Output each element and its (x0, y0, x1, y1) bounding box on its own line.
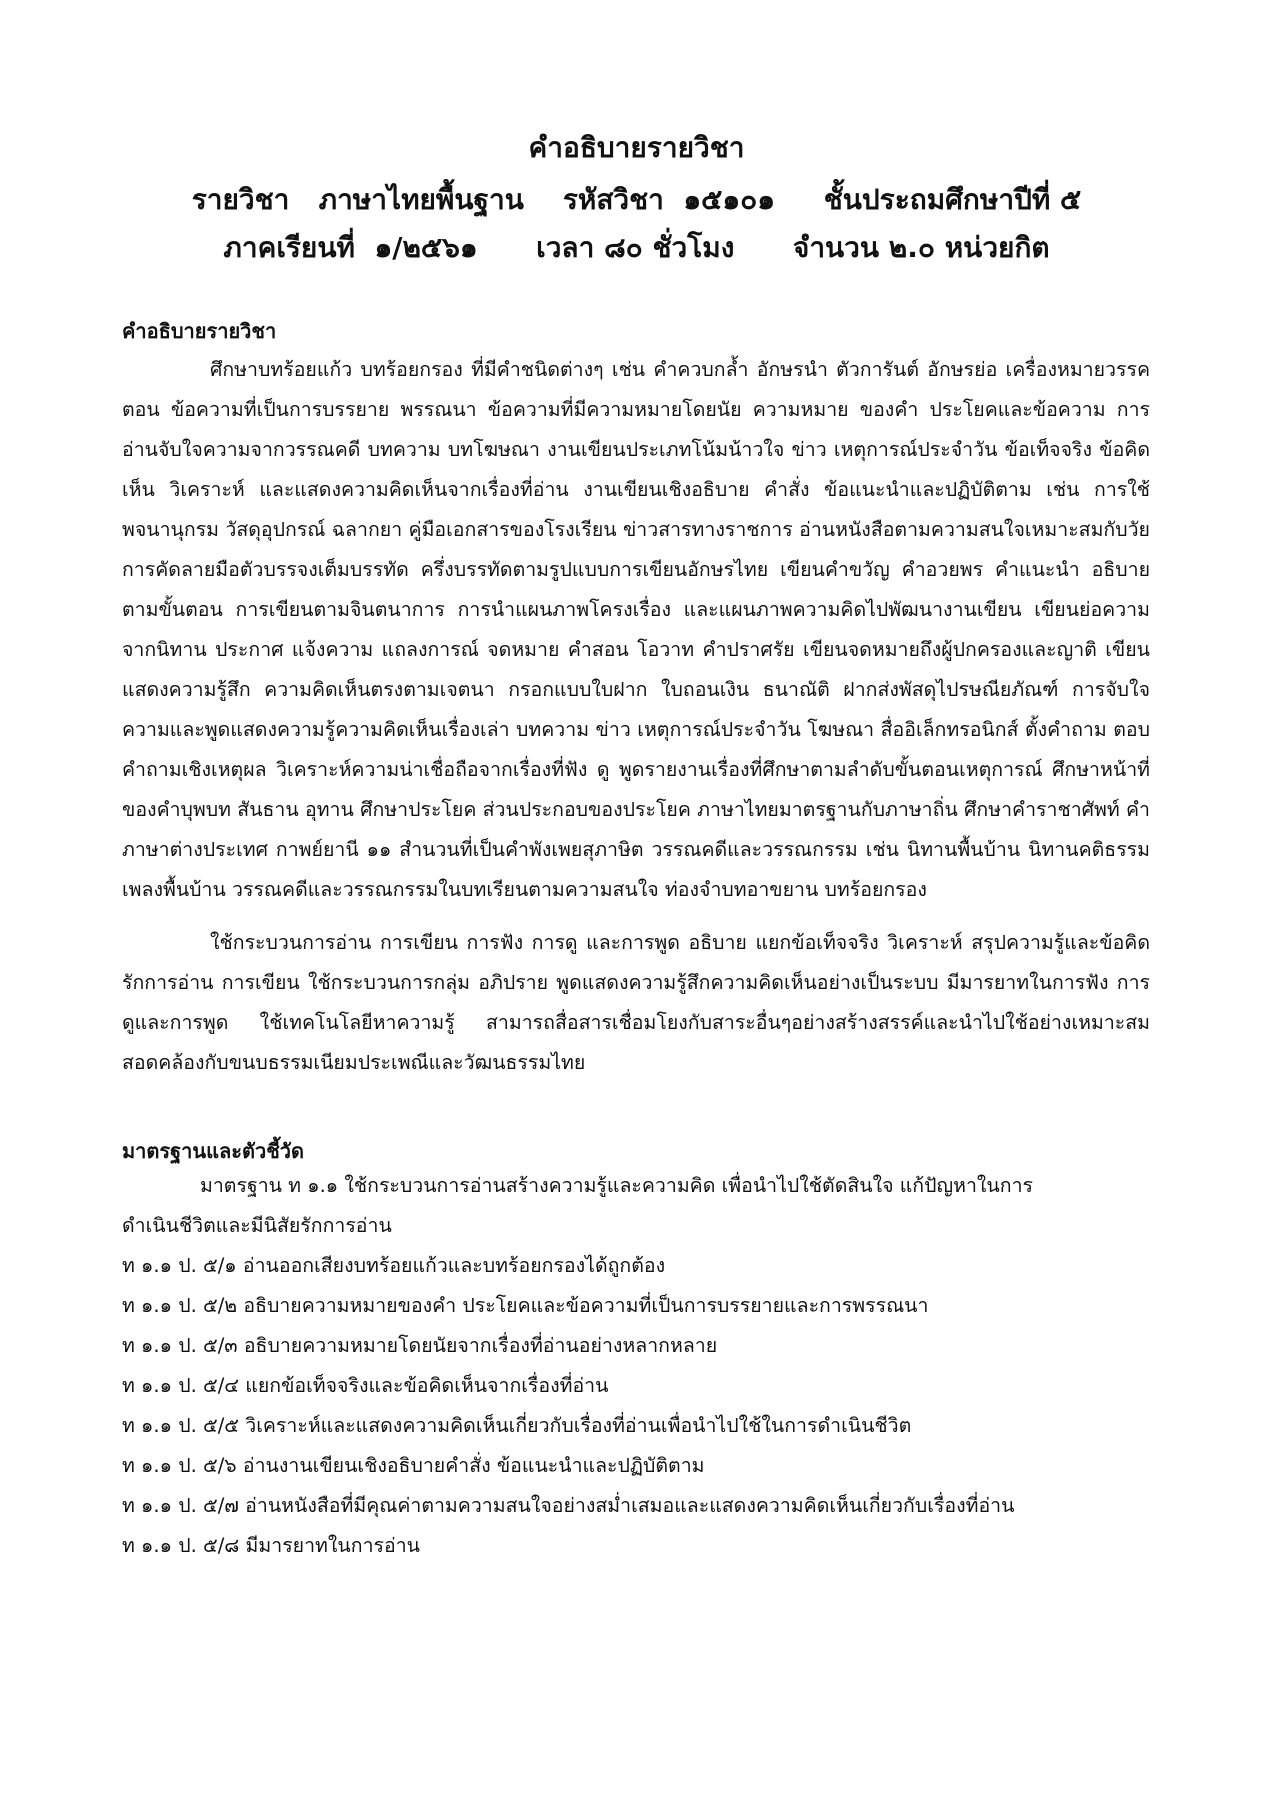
indicator-item: ท ๑.๑ ป. ๕/๑ อ่านออกเสียงบทร้อยแก้วและบทร้อยกรองได้ถูกต้อง (122, 1254, 666, 1277)
page-title (0, 128, 1273, 168)
description-heading: คำอธิบายรายวิชา (122, 319, 277, 343)
title-text: คำอธิบายรายวิชา (528, 131, 745, 164)
semester-value: ๑/๒๕๖๑ (374, 231, 478, 264)
indicator-item: ท ๑.๑ ป. ๕/๒ อธิบายความหมายของคำ ประโยคและข้อความที่เป็นการบรรยายและการพรรณนา (122, 1294, 929, 1317)
indicator-item: ท ๑.๑ ป. ๕/๔ แยกข้อเท็จจริงและข้อคิดเห็นจากเรื่องที่อ่าน (122, 1374, 609, 1397)
code-label: รหัสวิชา (562, 183, 664, 216)
subject-name: ภาษาไทยพื้นฐาน (318, 183, 524, 216)
indicator-item: ท ๑.๑ ป. ๕/๕ วิเคราะห์และแสดงความคิดเห็นเกี่ยวกับเรื่องที่อ่านเพื่อนำไปใช้ในการดำเนินชีวิต (122, 1414, 912, 1437)
semester-label: ภาคเรียนที่ (223, 231, 355, 264)
standards-heading: มาตรฐานและตัวชี้วัด (122, 1139, 304, 1163)
standard-line-1: มาตรฐาน ท ๑.๑ ใช้กระบวนการอ่านสร้างความรู้และความคิด เพื่อนำไปใช้ตัดสินใจ แก้ปัญหาในการ (200, 1174, 1033, 1197)
subject-label: รายวิชา (191, 183, 290, 216)
grade-level: ชั้นประถมศึกษาปีที่ ๕ (823, 183, 1082, 216)
indicator-item: ท ๑.๑ ป. ๕/๖ อ่านงานเขียนเชิงอธิบายคำสั่ง ข้อแนะนำและปฏิบัติตาม (122, 1454, 705, 1477)
credits-value: จำนวน ๒.๐ หน่วยกิต (792, 231, 1050, 264)
description-paragraph-1: ศึกษาบทร้อยแก้ว บทร้อยกรอง ที่มีคำชนิดต่างๆ เช่น คำควบกล้ำ อักษรนำ ตัวการันต์ อักษรย่อ เครื่องหมายวรรคตอน ข้อความที่เป็นการบรรยาย พรรณนา ข้อความที่มีความหมายโดยนัย ความหมาย ของคำ ประโยคและข้อความ การอ่านจับใจความจากวรรณคดี บทความ บทโฆษณา งานเขียนประเภทโน้มน้าวใจ ข่าว เหตุการณ์ประจำวัน ข้อเท็จจริง ข้อคิดเห็น วิเคราะห์ และแสดงความคิดเห็นจากเรื่องที่อ่าน งานเขียนเชิงอธิบาย คำสั่ง ข้อแนะนำและปฏิบัติตาม เช่น การใช้พจนานุกรม วัสดุอุปกรณ์ ฉลากยา คู่มือเอกสารของโรงเรียน ข่าวสารทางราชการ อ่านหนังสือตามความสนใจเหมาะสมกับวัย การคัดลายมือตัวบรรจงเต็มบรรทัด ครึ่งบรรทัดตามรูปแบบการเขียนอักษรไทย เขียนคำขวัญ คำอวยพร คำแนะนำ อธิบายตามขั้นตอน การเขียนตามจินตนาการ การนำแผนภาพโครงเรื่อง และแผนภาพความคิดไปพัฒนางานเขียน เขียนย่อความจากนิทาน ประกาศ แจ้งความ แถลงการณ์ จดหมาย คำสอน โอวาท คำปราศรัย เขียนจดหมายถึงผู้ปกครองและญาติ เขียนแสดงความรู้สึก ความคิดเห็นตรงตามเจตนา กรอกแบบใบฝาก ใบถอนเงิน ธนาณัติ ฝากส่งพัสดุไปรษณียภัณฑ์ การจับใจความและพูดแสดงความรู้ความคิดเห็นเรื่องเล่า บทความ ข่าว เหตุการณ์ประจำวัน โฆษณา สื่ออิเล็กทรอนิกส์ ตั้งคำถาม ตอบคำถามเชิงเหตุผล วิเคราะห์ความน่าเชื่อถือจากเรื่องที่ฟัง ดู พูดรายงานเรื่องที่ศึกษาตามลำดับขั้นตอนเหตุการณ์ ศึกษาหน้าที่ของคำบุพบท สันธาน อุทาน ศึกษาประโยค ส่วนประกอบของประโยค ภาษาไทยมาตรฐานกับภาษาถิ่น ศึกษาคำราชาศัพท์ คำภาษาต่างประเทศ กาพย์ยานี ๑๑ สำนวนที่เป็นคำพังเพยสุภาษิต วรรณคดีและวรรณกรรม เช่น นิทานพื้นบ้าน นิทานคติธรรม เพลงพื้นบ้าน วรรณคดีและวรรณกรรมในบทเรียนตามความสนใจ ท่องจำบทอาขยาน บทร้อยกรอง (122, 358, 1150, 901)
indicator-item: ท ๑.๑ ป. ๕/๗ อ่านหนังสือที่มีคุณค่าตามความสนใจอย่างสม่ำเสมอและแสดงความคิดเห็นเกี่ยวกับเรื่องที่อ่าน (122, 1494, 1015, 1517)
hours-value: เวลา ๘๐ ชั่วโมง (536, 231, 735, 264)
semester-info-line (0, 228, 1273, 268)
indicator-item: ท ๑.๑ ป. ๕/๓ อธิบายความหมายโดยนัยจากเรื่องที่อ่านอย่างหลากหลาย (122, 1334, 718, 1357)
standard-line-2: ดำเนินชีวิตและมีนิสัยรักการอ่าน (122, 1214, 392, 1237)
indicator-item: ท ๑.๑ ป. ๕/๘ มีมารยาทในการอ่าน (122, 1534, 420, 1557)
course-code: ๑๕๑๐๑ (683, 183, 775, 216)
course-info-line (0, 180, 1273, 220)
description-paragraph-2: ใช้กระบวนการอ่าน การเขียน การฟัง การดู และการพูด อธิบาย แยกข้อเท็จจริง วิเคราะห์ สรุปความรู้และข้อคิด รักการอ่าน การเขียน ใช้กระบวนการกลุ่ม อภิปราย พูดแสดงความรู้สึกความคิดเห็นอย่างเป็นระบบ มีมารยาทในการฟัง การดูและการพูด ใช้เทคโนโลยีหาความรู้ สามารถสื่อสารเชื่อมโยงกับสาระอื่นๆอย่างสร้างสรรค์และนำไปใช้อย่างเหมาะสม สอดคล้องกับขนบธรรมเนียมประเพณีและวัฒนธรรมไทย (122, 931, 1150, 1074)
